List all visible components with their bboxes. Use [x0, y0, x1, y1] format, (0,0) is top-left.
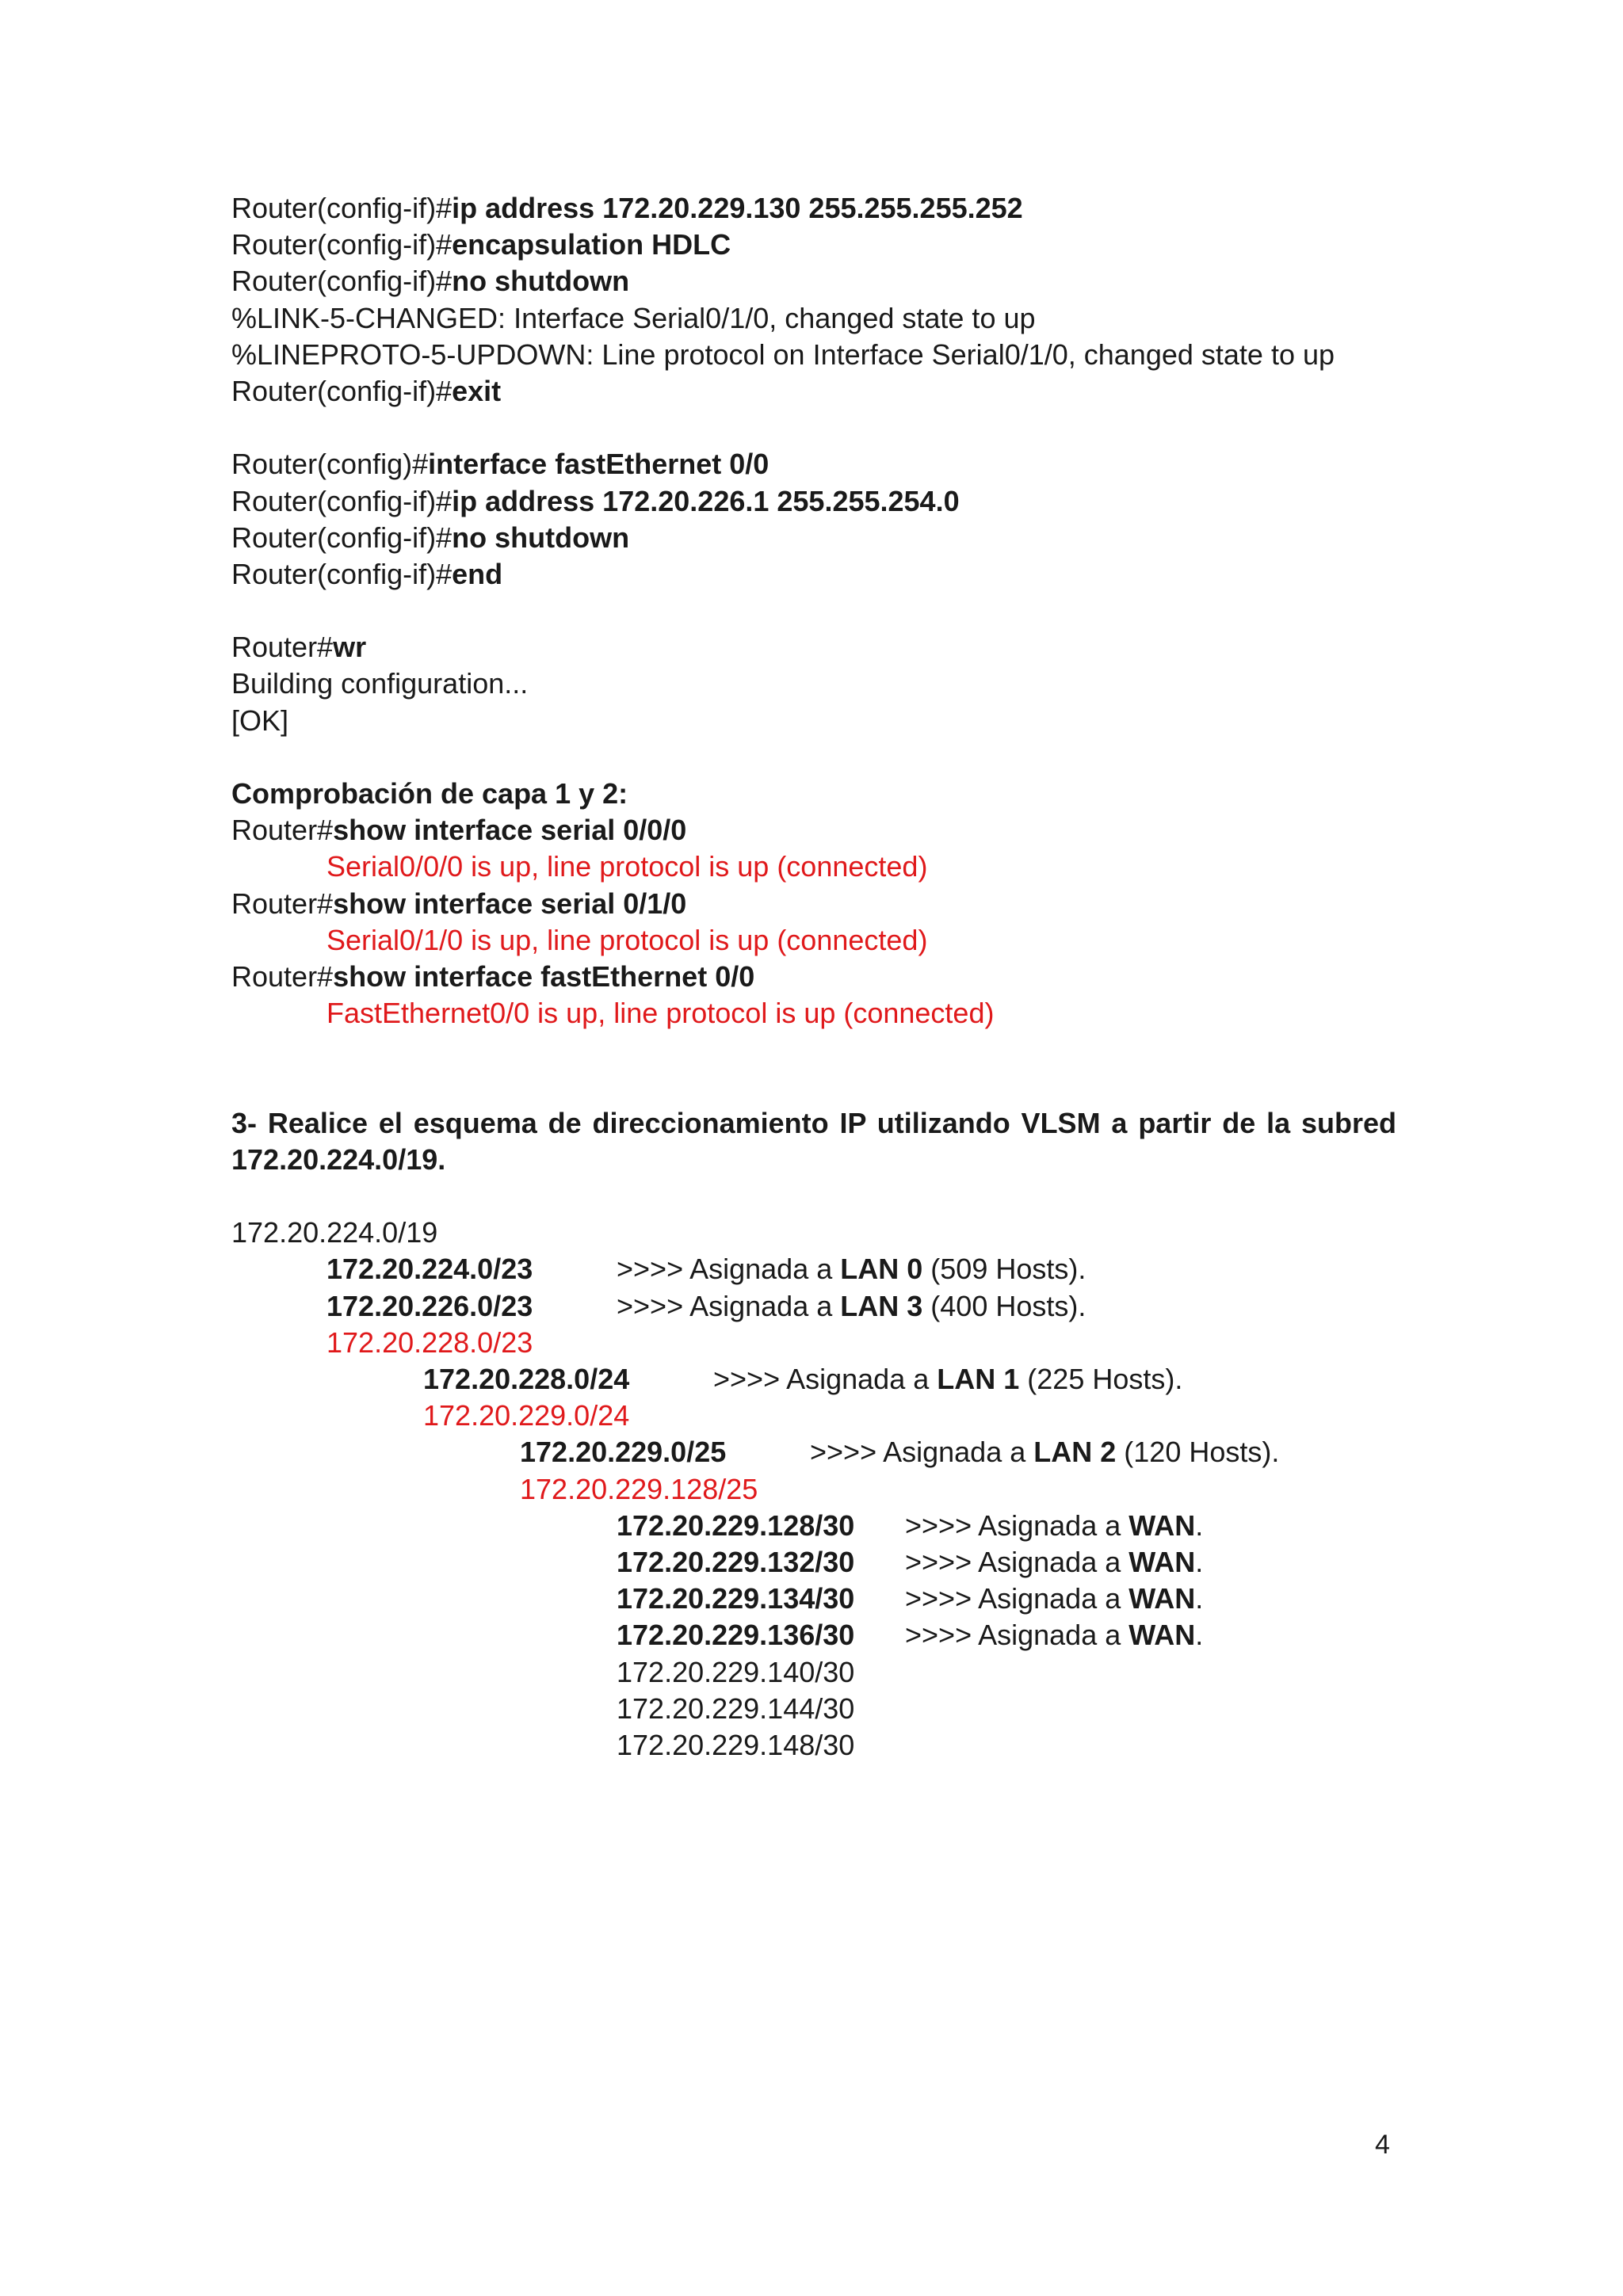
page-number: 4 [1375, 2130, 1390, 2160]
page-body [231, 190, 1396, 1764]
assignment-prefix: >>>> Asignada a [905, 1619, 1129, 1652]
vlsm-row [231, 1508, 1396, 1544]
config-line [231, 886, 1396, 922]
result-line: FastEthernet0/0 is up, line protocol is up (connected) [327, 997, 995, 1030]
log-message: %LINK-5-CHANGED: Interface Serial0/1/0, changed state to up [231, 301, 1036, 334]
prompt: Router# [231, 959, 334, 993]
command: no shutdown [452, 521, 630, 554]
command: show interface serial 0/1/0 [333, 887, 687, 920]
assignment-detail: . [1195, 1545, 1204, 1578]
output-line: [OK] [231, 704, 289, 737]
command: wr [333, 631, 367, 664]
subnet-address: 172.20.229.132/30 [617, 1545, 855, 1578]
task-line-1: 3- Realice el esquema de direccionamiento IP utilizando VLSM a partir de la subred [231, 1106, 1396, 1139]
assignment-prefix: >>>> Asignada a [617, 1253, 841, 1286]
network-name: WAN [1128, 1582, 1196, 1615]
subnet-address: 172.20.228.0/24 [423, 1363, 630, 1396]
prompt: Router# [231, 814, 334, 847]
network-name: WAN [1128, 1545, 1196, 1578]
vlsm-split: 172.20.228.0/23 [327, 1325, 533, 1359]
prompt: Router(config-if)# [231, 521, 453, 554]
vlsm-split: 172.20.229.0/24 [423, 1399, 630, 1432]
network-name: WAN [1128, 1508, 1196, 1542]
command: show interface serial 0/0/0 [333, 814, 687, 847]
command: ip address 172.20.229.130 255.255.255.252 [452, 192, 1023, 224]
command: end [452, 557, 503, 590]
assignment-detail: (400 Hosts). [922, 1289, 1086, 1322]
config-line [231, 190, 1396, 227]
network-name: LAN 1 [937, 1363, 1020, 1396]
assignment-prefix: >>>> Asignada a [617, 1289, 841, 1322]
spacer [231, 1178, 1396, 1215]
free-subnet: 172.20.229.140/30 [617, 1655, 855, 1688]
subnet-address: 172.20.224.0/23 [327, 1253, 533, 1286]
subnet-address: 172.20.229.136/30 [617, 1619, 855, 1652]
assignment-prefix: >>>> Asignada a [713, 1363, 938, 1396]
prompt: Router# [231, 887, 334, 920]
network-name: WAN [1128, 1619, 1196, 1652]
config-line [231, 263, 1396, 299]
config-line [231, 629, 1396, 666]
command: encapsulation HDLC [452, 228, 731, 261]
config-line [231, 556, 1396, 593]
subnet-address: 172.20.229.134/30 [617, 1582, 855, 1615]
network-name: LAN 2 [1033, 1436, 1117, 1469]
free-subnet: 172.20.229.144/30 [617, 1691, 855, 1725]
prompt: Router(config)# [231, 448, 429, 481]
vlsm-row [231, 1434, 1396, 1470]
log-message: %LINEPROTO-5-UPDOWN: Line protocol on Interface Serial0/1/0, changed state to up [231, 338, 1335, 371]
log-line [231, 300, 1396, 337]
command: show interface fastEthernet 0/0 [333, 959, 755, 993]
config-line [231, 227, 1396, 263]
assignment-detail: . [1195, 1582, 1204, 1615]
spacer [231, 1032, 1396, 1068]
subnet-address: 172.20.226.0/23 [327, 1289, 533, 1322]
command: interface fastEthernet 0/0 [428, 448, 769, 481]
vlsm-row [231, 1251, 1396, 1287]
subnet-address: 172.20.229.0/25 [520, 1436, 727, 1469]
assignment-prefix: >>>> Asignada a [905, 1508, 1129, 1542]
result-line: Serial0/1/0 is up, line protocol is up (connected) [327, 923, 928, 956]
prompt: Router(config-if)# [231, 557, 453, 590]
config-line [231, 446, 1396, 482]
section-heading: Comprobación de capa 1 y 2: [231, 777, 628, 810]
assignment-detail: (225 Hosts). [1019, 1363, 1183, 1396]
command: ip address 172.20.226.1 255.255.254.0 [452, 484, 960, 517]
vlsm-root: 172.20.224.0/19 [231, 1216, 438, 1249]
assignment-detail: . [1195, 1619, 1204, 1652]
assignment-prefix: >>>> Asignada a [810, 1436, 1034, 1469]
config-line [231, 812, 1396, 849]
spacer [231, 739, 1396, 776]
config-line [231, 483, 1396, 520]
assignment-detail: (120 Hosts). [1116, 1436, 1280, 1469]
vlsm-row [231, 1288, 1396, 1325]
vlsm-split: 172.20.229.128/25 [520, 1472, 758, 1505]
prompt: Router(config-if)# [231, 228, 453, 261]
subnet-address: 172.20.229.128/30 [617, 1508, 855, 1542]
config-line [231, 520, 1396, 556]
output-line: Building configuration... [231, 667, 529, 700]
vlsm-row [231, 1581, 1396, 1617]
network-name: LAN 3 [840, 1289, 923, 1322]
task-statement [231, 1105, 1396, 1178]
assignment-prefix: >>>> Asignada a [905, 1545, 1129, 1578]
spacer [231, 1069, 1396, 1105]
command: no shutdown [452, 265, 630, 298]
network-name: LAN 0 [840, 1253, 923, 1286]
assignment-detail: . [1195, 1508, 1204, 1542]
assignment-prefix: >>>> Asignada a [905, 1582, 1129, 1615]
config-line [231, 959, 1396, 995]
free-subnet: 172.20.229.148/30 [617, 1728, 855, 1761]
assignment-detail: (509 Hosts). [922, 1253, 1086, 1286]
command: exit [452, 374, 502, 407]
vlsm-row [231, 1617, 1396, 1653]
spacer [231, 593, 1396, 629]
config-line [231, 373, 1396, 410]
spacer [231, 410, 1396, 446]
task-line-2: 172.20.224.0/19. [231, 1142, 446, 1176]
vlsm-row [231, 1544, 1396, 1581]
vlsm-row [231, 1361, 1396, 1398]
prompt: Router# [231, 631, 334, 664]
prompt: Router(config-if)# [231, 374, 453, 407]
prompt: Router(config-if)# [231, 484, 453, 517]
prompt: Router(config-if)# [231, 192, 453, 224]
prompt: Router(config-if)# [231, 265, 453, 298]
result-line: Serial0/0/0 is up, line protocol is up (connected) [327, 850, 928, 883]
log-line [231, 337, 1396, 373]
